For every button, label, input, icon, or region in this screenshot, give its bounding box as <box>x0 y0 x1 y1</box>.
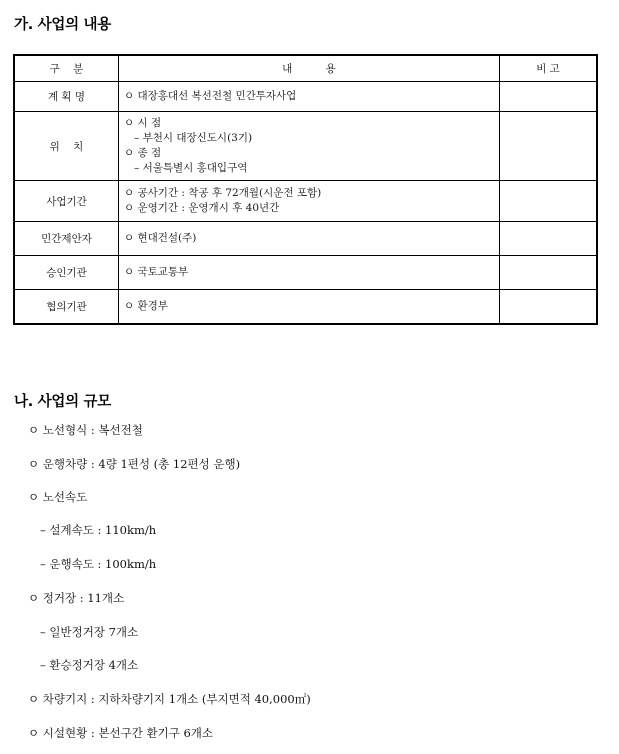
list-item: ㅇ 정거장 : 11개소 <box>28 591 125 605</box>
list-item: ㅇ 운행차량 : 4량 1편성 (총 12편성 운행) <box>28 457 241 471</box>
row-remarks <box>500 256 598 290</box>
list-item: ㅇ 차량기지 : 지하차량기지 1개소 (부지면적 40,000㎡) <box>28 692 311 706</box>
project-content-table <box>13 54 598 325</box>
content-line: ㅇ 현대건설(주) <box>124 232 197 244</box>
content-line: ㅇ 종 점 <box>124 147 162 159</box>
row-remarks <box>500 82 598 112</box>
row-label-plan-name: 계 획 명 <box>14 82 119 112</box>
row-label-approval: 승인기관 <box>14 256 119 290</box>
row-content-proposer <box>119 222 500 256</box>
content-line: ㅇ 시 점 <box>124 117 162 129</box>
content-line: – 서울특별시 홍대입구역 <box>134 162 248 174</box>
list-item: ㅇ 시설현황 : 본선구간 환기구 6개소 <box>28 726 213 740</box>
list-item: – 설계속도 : 110km/h <box>40 523 157 537</box>
content-line: ㅇ 공사기간 : 착공 후 72개월(시운전 포함) <box>124 187 322 199</box>
table-row <box>14 290 597 325</box>
table-row <box>14 256 597 290</box>
row-remarks <box>500 181 598 222</box>
content-line: ㅇ 대장홍대선 복선전철 민간투자사업 <box>124 90 297 102</box>
content-line: ㅇ 환경부 <box>124 300 168 312</box>
header-remarks: 비 고 <box>500 55 598 82</box>
row-remarks <box>500 290 598 325</box>
header-content: 내 용 <box>119 55 500 82</box>
header-category: 구 분 <box>14 55 119 82</box>
row-label-period: 사업기간 <box>14 181 119 222</box>
row-content-period <box>119 181 500 222</box>
table-row <box>14 181 597 222</box>
row-content-location <box>119 112 500 181</box>
table-header-row <box>14 55 597 82</box>
row-content-approval <box>119 256 500 290</box>
section-title-content: 가. 사업의 내용 <box>14 17 111 33</box>
list-item: ㅇ 노선형식 : 복선전철 <box>28 423 143 437</box>
table-row <box>14 222 597 256</box>
list-item: – 환승정거장 4개소 <box>40 658 139 672</box>
table-row <box>14 112 597 181</box>
row-remarks <box>500 112 598 181</box>
content-line: ㅇ 국토교통부 <box>124 266 189 278</box>
row-content-consultation <box>119 290 500 325</box>
content-line: – 부천시 대장신도시(3기) <box>134 132 253 144</box>
row-content-plan-name <box>119 82 500 112</box>
list-item: – 운행속도 : 100km/h <box>40 557 157 571</box>
list-item: ㅇ 노선속도 <box>28 490 88 504</box>
row-remarks <box>500 222 598 256</box>
list-item: – 일반정거장 7개소 <box>40 625 139 639</box>
section-title-scale: 나. 사업의 규모 <box>14 394 111 410</box>
content-line: ㅇ 운영기간 : 운영개시 후 40년간 <box>124 202 280 214</box>
row-label-proposer: 민간제안자 <box>14 222 119 256</box>
row-label-location: 위 치 <box>14 112 119 181</box>
row-label-consultation: 협의기관 <box>14 290 119 325</box>
table-row <box>14 82 597 112</box>
